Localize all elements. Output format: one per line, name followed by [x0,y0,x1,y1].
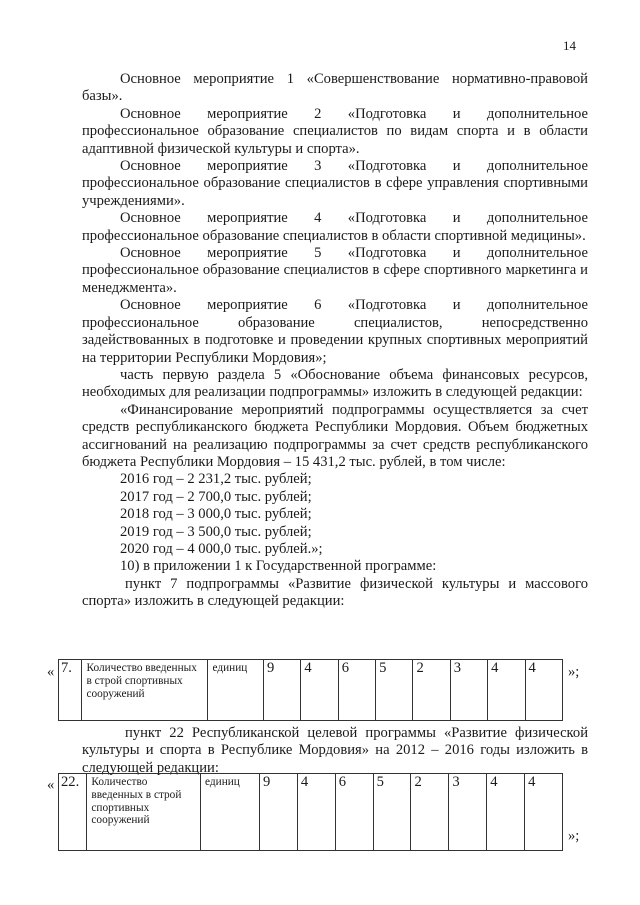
quote-open-1: « [47,664,55,680]
value-cell: 4 [488,660,525,721]
value-cell: 4 [297,774,335,851]
paragraph-measure-5: Основное мероприятие 5 «Подготовка и дополнительное профессиональное образование специалистов в сфере спортивного маркетинга и менеджмента». [82,245,588,296]
point-22-intro: пункт 22 Республиканской целевой программы «Развитие физической культуры и спорта в Республике Мордовия» на 2012 – 2016 годы изложить в следующей редакции: [82,725,588,776]
quote-close-1: »; [568,664,580,680]
value-cell: 9 [264,660,301,721]
paragraph-section-5: часть первую раздела 5 «Обоснование объема финансовых ресурсов, необходимых для реализации подпрограммы» изложить в следующей редакции: [82,366,588,401]
value-cell: 6 [335,774,373,851]
value-cell: 9 [259,774,297,851]
year-2016: 2016 год – 2 231,2 тыс. рублей; [120,471,312,488]
year-2019: 2019 год – 3 500,0 тыс. рублей; [120,523,312,540]
value-cell: 3 [449,774,487,851]
point-22-block [82,725,588,777]
value-cell: 5 [373,774,411,851]
year-2017: 2017 год – 2 700,0 тыс. рублей; [120,488,312,505]
page-number: 14 [563,38,576,53]
quote-close-2: »; [568,828,580,844]
unit-cell: единиц [208,660,264,721]
item-10: 10) в приложении 1 к Государственной программе: [120,558,437,575]
paragraph-measure-2: Основное мероприятие 2 «Подготовка и дополнительное профессиональное образование специалистов по видам спорта и в области адаптивной физической культуры и спорта». [82,105,588,157]
paragraph-measure-3: Основное мероприятие 3 «Подготовка и дополнительное профессиональное образование специалистов в сфере управления спортивными учреждениями». [82,158,588,209]
table-row [59,660,563,721]
row-number: 22. [59,774,87,851]
year-2018: 2018 год – 3 000,0 тыс. рублей; [120,506,312,523]
unit-cell: единиц [201,774,260,851]
indicator-name: Количество введенных в строй спортивных сооружений [82,660,208,721]
value-cell: 4 [487,774,525,851]
value-cell: 4 [525,660,562,721]
indicator-name: Количество введенных в строй спортивных сооружений [87,774,201,851]
document-body [82,71,588,611]
value-cell: 5 [376,660,413,721]
value-cell: 2 [411,774,449,851]
row-number: 7. [59,660,82,721]
value-cell: 4 [525,774,563,851]
paragraph-measure-4: Основное мероприятие 4 «Подготовка и дополнительное профессиональное образование специалистов в области спортивной медицины». [82,210,588,244]
quote-open-2: « [47,777,55,793]
table-row [59,774,563,851]
point-7-intro: пункт 7 подпрограммы «Развитие физической культуры и массового спорта» изложить в следующей редакции: [82,575,588,610]
table-point-22 [58,773,563,851]
value-cell: 2 [413,660,450,721]
value-cell: 6 [338,660,375,721]
paragraph-financing: «Финансирование мероприятий подпрограммы осуществляется за счет средств республиканского бюджета Республики Мордовия. Объем бюджетных ассигнований на реализацию подпрограммы за счет средств республиканского бюджета Республики Мордовия – 15 431,2 тыс. рублей, в том числе: [82,401,588,470]
value-cell: 4 [301,660,338,721]
table-point-7 [58,659,563,721]
paragraph-measure-1: Основное мероприятие 1 «Совершенствование нормативно-правовой базы». [82,71,588,105]
value-cell: 3 [450,660,487,721]
paragraph-measure-6: Основное мероприятие 6 «Подготовка и дополнительное профессиональное образование специалистов, непосредственно задействованных в подготовке и проведении крупных спортивных мероприятий на территории Республики Мордовия»; [82,297,588,366]
year-2020: 2020 год – 4 000,0 тыс. рублей.»; [120,540,323,557]
